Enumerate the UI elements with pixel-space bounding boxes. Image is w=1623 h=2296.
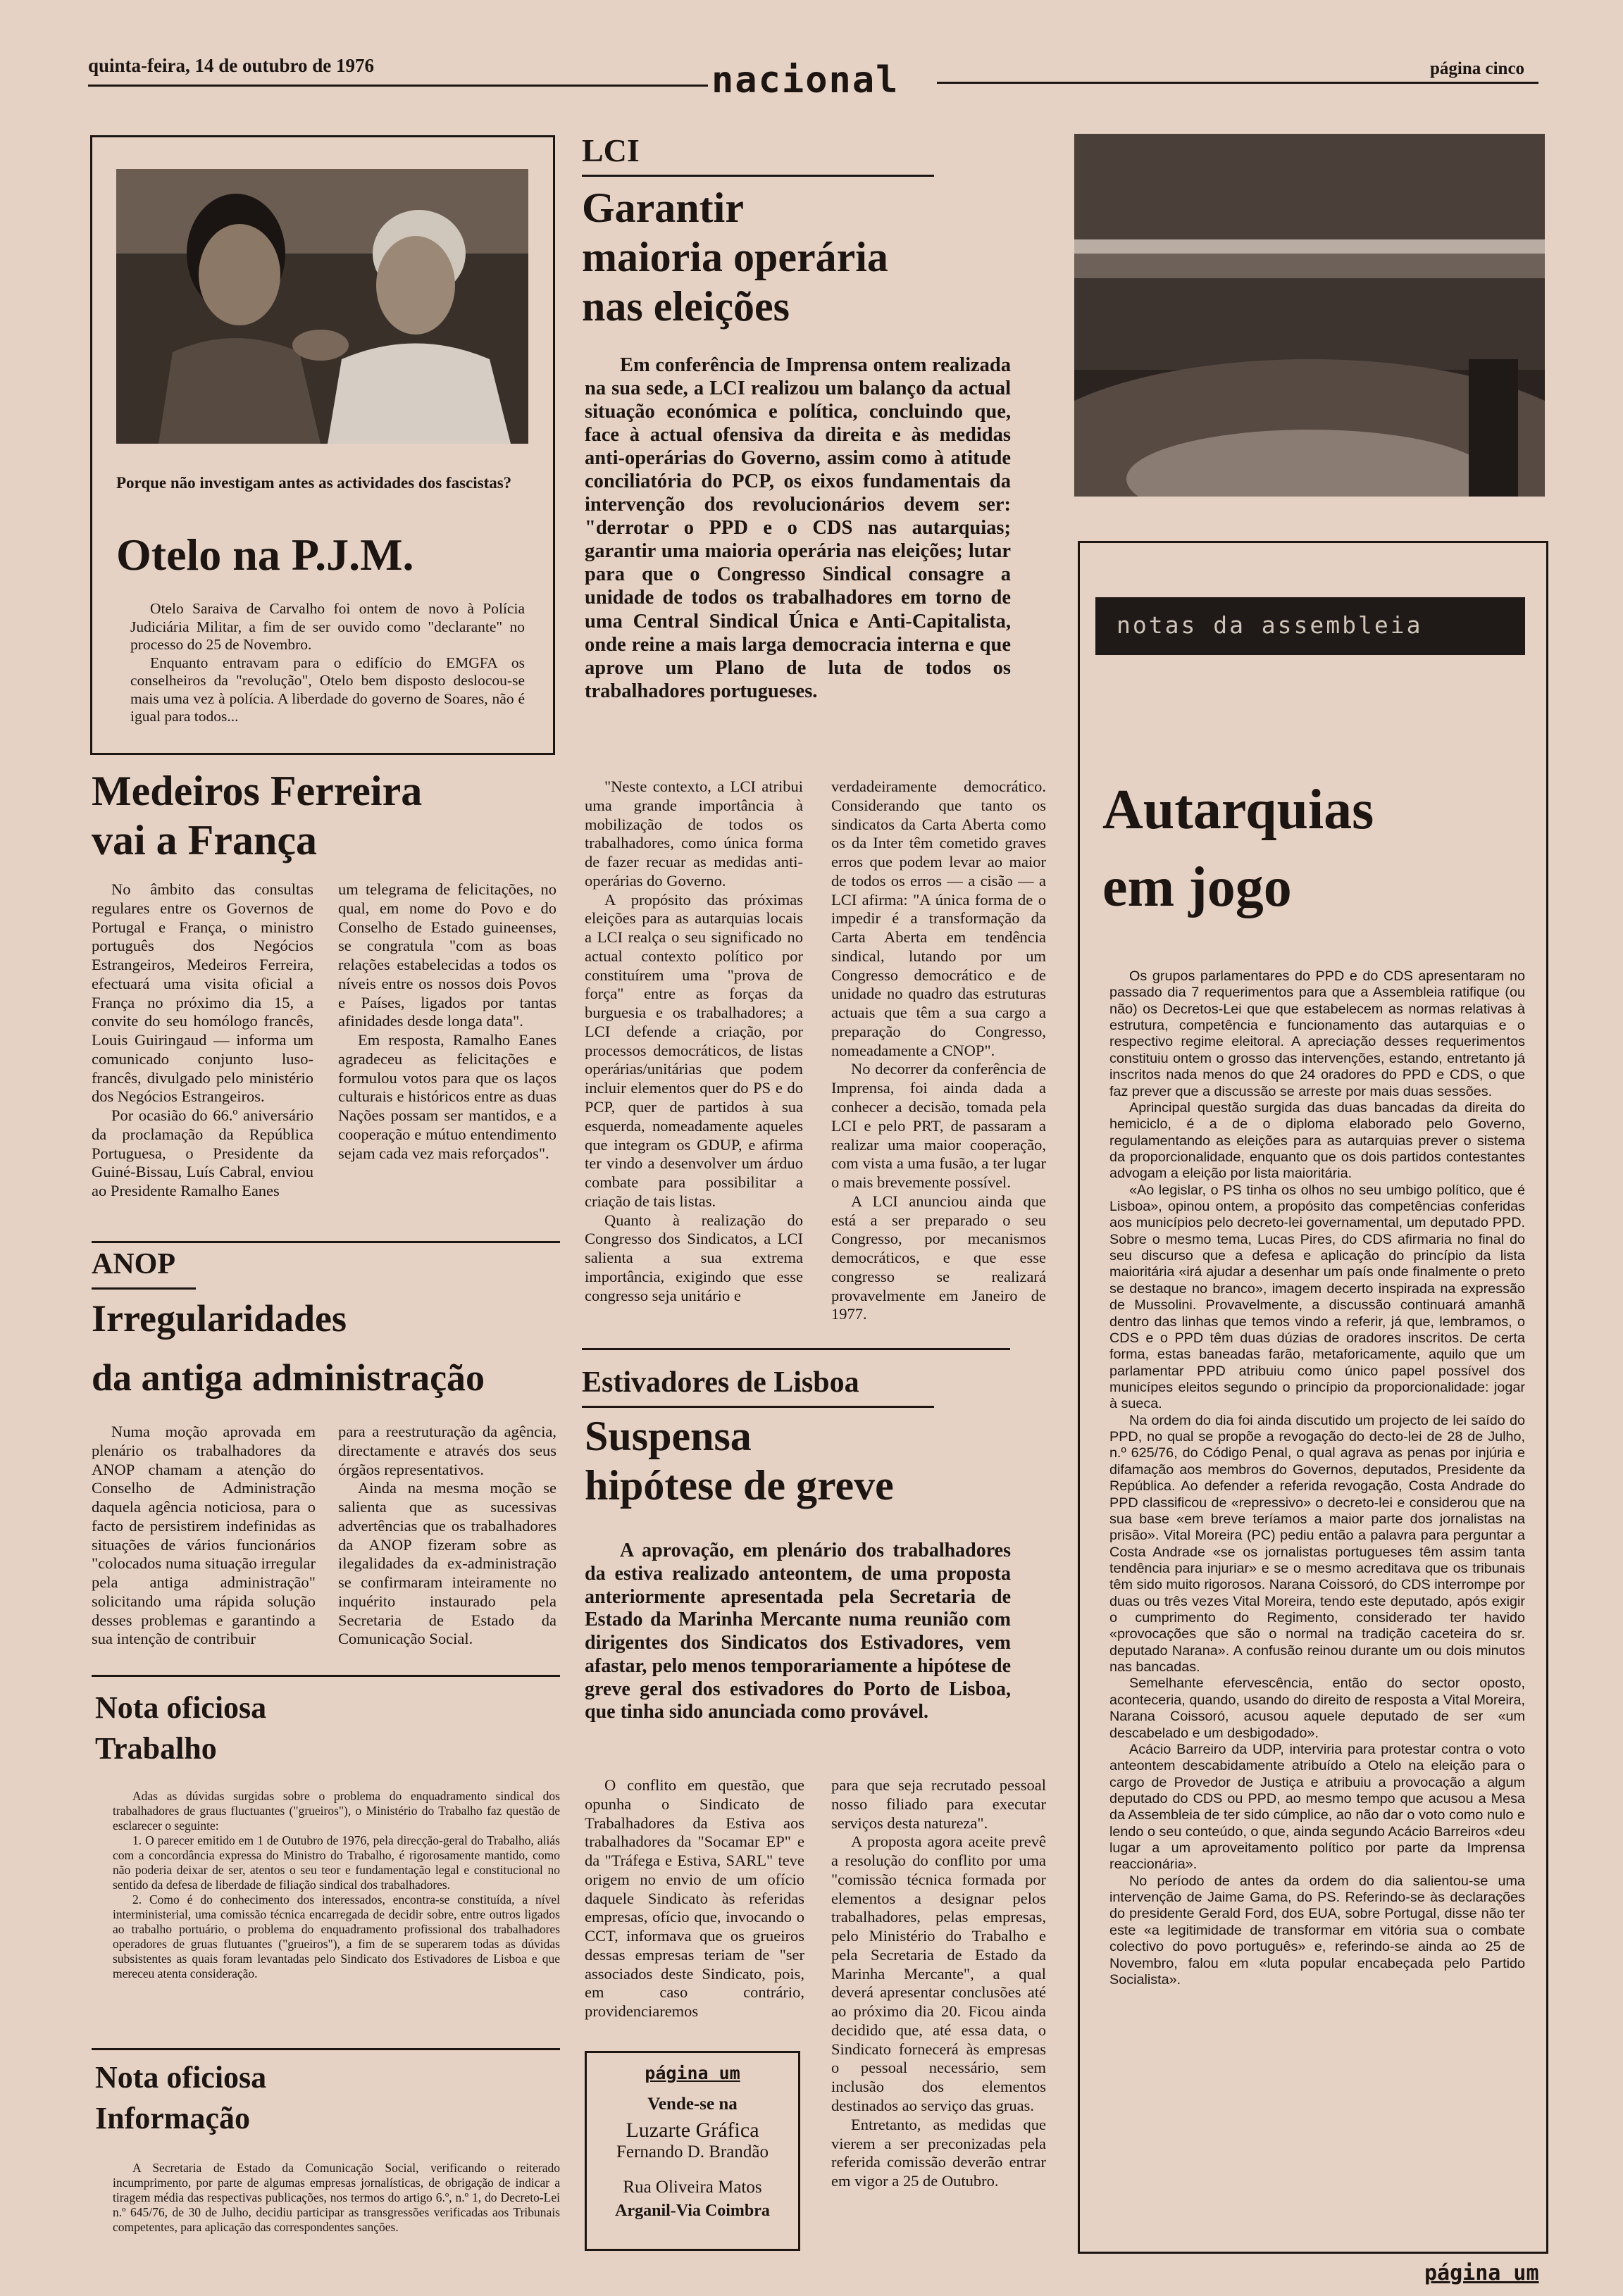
nota-trabalho-paragraph: Adas as dúvidas surgidas sobre o problema do enquadramento sindical dos trabalhadores de graus fluctuantes ("grueiros"), o Ministério do Trabalho faz questão de esclarecer o seguinte: [113,1789,560,1833]
ad-masthead: página um [645,2063,740,2083]
ad-line2: Luzarte Gráfica [626,2119,759,2142]
lci-kicker: LCI [582,132,640,168]
autarquias-title-line2: em jogo [1102,856,1292,918]
lci-lead-paragraph: Em conferência de Imprensa ontem realizada na sua sede, a LCI realizou um balanço da actual situação económica e política, concluindo que, face à actual ofensiva da direita e às medidas anti-operárias do Governo, assim como à atitude conciliatória do PCP, os eixos fundamentais da intervenção dos revolucionários devem ser: "derrotar o PPD e o CDS nas autarquias; garantir uma maioria operária nas eleições; lutar para que o Congresso Sindical consagre a unidade de todos os trabalhadores em torno de uma Central Sindical Única e Anti-Capitalista, onde reine a mais larga democracia interna e que aprove um Plano de luta de todos os trabalhadores portugueses. [585,354,1011,702]
medeiros-col1 [92,880,313,1201]
nota-trabalho-title-line1: Nota oficiosa [95,1690,267,1725]
header-page: página cinco [1430,59,1525,78]
medeiros-divider [92,1241,560,1243]
lci-col2 [831,778,1046,1324]
estivadores-col2 [831,1776,1046,2191]
autarquias-paragraph: «Ao legislar, o PS tinha os olhos no seu umbigo político, que é Lisboa», opinou ontem, a propósito das competências conferidas aos municípios pelo decreto-lei governamental, um deputado PPD. Sobre o mesmo tema, Lucas Pires, do CDS afirmaria no final do seu discurso que a defesa e aplicação do princípio da lista maioritária «irá ajudar a desenhar um país onde finalmente o preto se destaque no branco», imagem decerto inspirada na expressão de Mussolini. Provavelmente, a discussão continuará amanhã dentro das linhas que temos vindo a referir, já que, lembramos, o CDS e o PPD têm duas dúzias de oradores inscritos. De certa forma, estas baneadas farão, metaforicamente, aquilo que um parlamentar PPD atribuiu como único papel possível dos municípes eleitos segundo o princípio da proporcionalidade: jogar à sueca. [1109,1182,1525,1412]
medeiros-col2 [338,880,556,1163]
estivadores-kicker: Estivadores de Lisboa [582,1366,859,1399]
medeiros-paragraph: Em resposta, Ramalho Eanes agradeceu as felicitações e formulou votos para que os laços culturais e históricos entre as duas Nações possam ser mantidos, e a cooperação e mútuo entendimento sejam cada vez mais reforçados". [338,1031,556,1162]
anop-paragraph: Ainda na mesma moção se salienta que as sucessivas advertências que os trabalhadores da ANOP fizeram sobre as ilegalidades da ex-administração se confirmaram inteiramente no inquérito instaurado pela Secretaria de Estado da Comunicação Social. [338,1479,556,1648]
autarquias-title-line1: Autarquias [1102,779,1374,841]
anop-divider [92,1675,560,1677]
otelo-photo [116,169,528,444]
anop-kicker-underline [92,1287,196,1290]
anop-title-line1: Irregularidades [92,1297,347,1340]
autarquias-paragraph: Aprincipal questão surgida das duas bancadas da direita do hemiciclo, é a de o diploma elaborado pelo Governo, regulamentando as eleições para as autarquias prever o sistema da proporcionalidade, enquanto que os dois partidos contestantes advogam a eleição por lista maioritária. [1109,1099,1525,1182]
anop-paragraph: para a reestruturação da agência, directamente e através dos seus órgãos representativos. [338,1423,556,1478]
otelo-paragraph: Enquanto entravam para o edifício do EMGFA os conselheiros da "revolução", Otelo bem disposto deslocou-se mais uma vez à polícia. A liberdade do governo de Soares, não é igual para todos... [130,654,525,725]
otelo-body [130,600,525,726]
anop-kicker: ANOP [92,1248,175,1280]
parliament-photo-drawing [1074,134,1545,497]
header-section: nacional [711,59,900,101]
lci-paragraph: A propósito das próximas eleições para as autarquias locais a LCI realça o seu significado no actual contexto político por constituírem uma "prova de força" entre as forças da burguesia e os trabalhadores; a LCI defende a criação, por processos democráticos, de listas operárias/unitárias que podem incluir elementos quer do PS e do PCP, quer de partidos à sua esquerda, nomeadamente aqueles que integram os GDUP, e afirma ter vindo a desenvolver um árduo combate para possibilitar a criação de tais listas. [585,890,803,1210]
nota-info-title-line1: Nota oficiosa [95,2060,267,2095]
lci-kicker-underline [582,175,934,177]
lci-lead [585,354,1011,703]
estivadores-kicker-underline [582,1406,934,1408]
footer-page: página um [1424,2261,1539,2285]
lci-paragraph: A LCI anunciou ainda que está a ser preparado o seu Congresso, por mecanismos democráticos, e que esse congresso se realizará provavelmente em Janeiro de 1977. [831,1192,1046,1323]
estivadores-paragraph: Entretanto, as medidas que vierem a ser preconizadas pela referida comissão deverão entrar em vigor a 25 de Outubro. [831,2115,1046,2190]
anop-title-line2: da antiga administração [92,1356,485,1399]
otelo-title: Otelo na P.J.M. [116,530,414,580]
otelo-caption: Porque não investigam antes as actividades dos fascistas? [116,474,512,492]
estivadores-lead-paragraph: A aprovação, em plenário dos trabalhadores da estiva realizado anteontem, de uma proposta anteriormente apresentada pela Secretaria de Estado da Marinha Mercante numa reunião com dirigentes dos Sindicatos dos Estivadores, vem afastar, pelo menos temporariamente a hipótese de greve geral dos estivadores do Porto de Lisboa, que tinha sido anunciada como provável. [585,1540,1011,1723]
estivadores-lead [585,1540,1011,1724]
autarquias-paragraph: Semelhante efervescência, então do sector oposto, aconteceria, quando, usando do direito de resposta a Vital Moreira, Narana Coissoró, acusou aquele deputado de ser «um descabelado e um desbigodado». [1109,1676,1525,1741]
estivadores-paragraph: para que seja recrutado pessoal nosso filiado para executar serviços desta natureza". [831,1776,1046,1832]
anop-col2 [338,1423,556,1649]
anop-paragraph: Numa moção aprovada em plenário os trabalhadores da ANOP chamam a atenção do Conselho de Administração daquela agência noticiosa, para o facto de persistirem indefinidas as situações de vários funcionários "colocados numa situação irregular pela antiga administração" solicitando uma rápida solução desses problemas e garantindo a sua intenção de contribuir [92,1423,316,1648]
anop-col1 [92,1423,316,1649]
header-date: quinta-feira, 14 de outubro de 1976 [88,55,375,76]
ad-box [585,2051,800,2251]
medeiros-paragraph: Por ocasião do 66.º aniversário da proclamação da República Portuguesa, o Presidente da Guiné-Bissau, Luís Cabral, enviou ao Presidente Ramalho Eanes [92,1106,313,1200]
ad-line1: Vende-se na [647,2095,738,2114]
nota-trabalho-paragraph: 2. Como é do conhecimento dos interessados, encontra-se constituída, a nível interministerial, uma comissão técnica encarregada de decidir sobre, entre outros ligados ao trabalho portuário, o problema do enquadramento profissional dos trabalhadores operadores de gruas flutuantes ("grueiros"), a fim de se superarem todas as dúvidas subsistentes as quais foram levantadas pelo Sindicato dos Estivadores de Lisboa e que mereceu atenta consideração. [113,1892,560,1980]
notas-banner-label: notas da assembleia [1117,611,1423,639]
lci-title-line1: Garantir [582,185,744,231]
autarquias-paragraph: Acácio Barreiro da UDP, interviria para protestar contra o voto anteontem descabidamente atribuído a Otelo na eleição para o cargo de Provedor de Justiça e atribuiu a provocação a algum deputado do CDS ou PPD, ao mesmo tempo que acusou a Mesa da Assembleia de ter sido cúmplice, ao não dar o voto como nulo e lendo o seu conteúdo, o que, ainda segundo Acácio Barreiros «deu lugar a um aproveitamento político por parte da Imprensa reaccionária». [1109,1741,1525,1873]
parliament-photo [1074,134,1545,497]
estivadores-paragraph: A proposta agora aceite prevê a resolução do conflito por uma "comissão técnica formada por elementos a designar pelos trabalhadores, pelas empresas, pelo Ministério do Trabalho e pela Secretaria de Estado da Marinha Mercante", a qual deverá apresentar conclusões até ao próximo dia 20. Ficou ainda decidido que, até essa data, o Sindicato fornecerá às empresas o pessoal necessário, sem inclusão dos elementos destinados ao serviço das gruas. [831,1833,1046,2115]
nota-trabalho-body [113,1789,560,1981]
nota-info-body [113,2161,560,2235]
autarquias-paragraph: Os grupos parlamentares do PPD e do CDS apresentaram no passado dia 7 requerimentos para que a Assembleia ratifique (ou não) os Decretos-Lei que que estabelecem as normas relativas à estrutura, competência e funcionamento das autarquias e o respectivo regime eleitoral. A apreciação desses requerimentos constituiu ontem o grosso das intervenções, estando, entretanto já inscritos nada menos do que 24 oradores do PPD e CDS, o que faz prever que a discussão se arreste por mais duas sessões. [1109,968,1525,1099]
lci-paragraph: No decorrer da conferência de Imprensa, foi ainda dada a conhecer a decisão, tomada pela LCI e pelo PRT, de passaram a realizar uma maior cooperação, com vista a uma fusão, a ter lugar o mais brevemente possível. [831,1060,1046,1192]
autarquias-paragraph: No período de antes da ordem do dia salientou-se uma intervenção de Jaime Gama, do PS. Referindo-se às declarações do presidente Gerald Ford, dos EUA, sobre Portugal, disse não ter este «a legitimidade de transformar em vitória sua o combate colectivo do povo português» e, referindo-se ainda ao 25 de Novembro, falou em «luta popular encabeçada pelo Partido Socialista». [1109,1873,1525,1988]
otelo-paragraph: Otelo Saraiva de Carvalho foi ontem de novo à Polícia Judiciária Militar, a fim de ser ouvido como "declarante" no processo do 25 de Novembro. [130,600,525,654]
otelo-photo-drawing [116,169,528,444]
nota-info-paragraph: A Secretaria de Estado da Comunicação Social, verificando o reiterado incumprimento, por parte de algumas empresas jornalísticas, de obrigação de indicar a tiragem média das respectivas publicações, nos termos do artigo 6.º, n.º 1, do Decreto-Lei n.º 645/76, de 30 de Julho, decidiu participar as transgressões verificadas aos Tribunais competentes, para aplicação das correspondentes sanções. [113,2161,560,2234]
header-rule-right [937,82,1538,84]
estivadores-title-line2: hipótese de greve [585,1462,894,1509]
autarquias-body [1109,968,1525,1988]
notas-banner [1095,597,1525,655]
nota-trabalho-paragraph: 1. O parecer emitido em 1 de Outubro de 1976, pela direcção-geral do Trabalho, aliás com a concordância expressa do Ministro do Trabalho, é rigorosamente mantido, como não poderia deixar de ser, atentos o seu teor e fundamentação legal e constitucional no sentido da defesa de liberdade de filiação sindical dos trabalhadores. [113,1833,560,1892]
lci-divider [582,1348,1010,1350]
estivadores-col1 [585,1776,804,2021]
lci-col1 [585,778,803,1305]
medeiros-title-line2: vai a França [92,817,317,863]
medeiros-title-line1: Medeiros Ferreira [92,768,423,814]
ad-line5: Arganil-Via Coimbra [615,2202,770,2220]
nota-info-title-line2: Informação [95,2101,250,2135]
lci-paragraph: "Neste contexto, a LCI atribui uma grande importância à mobilização de todos os trabalhadores, como única forma de fazer recuar as medidas anti-operárias do Governo. [585,778,803,890]
estivadores-title-line1: Suspensa [585,1413,752,1459]
lci-title-line3: nas eleições [582,283,790,330]
estivadores-paragraph: O conflito em questão, que opunha o Sindicato de Trabalhadores da Estiva aos trabalhadores da "Socamar EP" e da "Tráfega e Estiva, SARL" teve origem no envio de um ofício daquele Sindicato às referidas empresas, ofício que, invocando o CCT, informava que os grueiros dessas empresas teriam de "ser associados deste Sindicato, pois, em caso contrário, providenciaremos [585,1776,804,2021]
lci-paragraph: verdadeiramente democrático. Considerando que tanto os sindicatos da Carta Aberta como os da Inter têm cometido graves erros que podem levar ao maior de todos os erros — a cisão — a LCI afirma: "A única forma de o impedir é a transformação da Carta Aberta em tendência sindical, lutando por um Congresso democrático e de unidade no quadro das estruturas actuais que têm a sua cargo a preparação do Congresso, nomeadamente a CNOP". [831,778,1046,1059]
lci-paragraph: Quanto à realização do Congresso dos Sindicatos, a LCI salienta a sua extrema importância, exigindo que esse congresso seja unitário e [585,1211,803,1304]
lci-title-line2: maioria operária [582,234,888,280]
medeiros-paragraph: No âmbito das consultas regulares entre os Governos de Portugal e França, o ministro português dos Negócios Estrangeiros, Medeiros Ferreira, efectuará uma visita oficial a França no próximo dia 15, a convite do seu homólogo francês, Louis Guiringaud — informa um comunicado conjunto luso-francês, divulgado pelo ministério dos Negócios Estrangeiros. [92,880,313,1106]
autarquias-paragraph: Na ordem do dia foi ainda discutido um projecto de lei saído do PPD, no qual se propõe a revogação do decto-lei de 28 de Julho, n.º 625/76, do Código Penal, o qual agrava as penas por injúria e difamação aos membros do Governos, deputados, Presidente da República. Ao defender a referida revogação, Costa Andrade do PPD classificou de «repressivo» o decreto-lei e considerou que na sua base «em breve teríamos a maior parte dos jornalistas na prisão». Vital Moreira (PC) pediu então a palavra para perguntar a Costa Andrade «se os jornalistas portugueses têm assim tanta tendência para injuriar» e se o mesmo acreditava que os tribunais têm sido muito rigorosos. Narana Coissoró, do CDS interrompe por duas ou três vezes Vital Moreira, tendo este deputado, após exigir o cumprimento do Regimento, considerado ter havido «provocações que são o normal na tradição caceteira do sr. deputado Narana». A confusão reinou durante um ou dois minutos nas bancadas. [1109,1412,1525,1676]
nota-trabalho-divider [92,2048,560,2050]
medeiros-paragraph: um telegrama de felicitações, no qual, em nome do Povo e do Conselho de Estado guineenses, se congratula "com as boas relações estabelecidas a todos os níveis entre os nossos dois Povos e Países, ligados por tantas afinidades desde longa data". [338,880,556,1030]
header-rule-left [88,85,708,87]
ad-line3: Fernando D. Brandão [616,2142,769,2161]
ad-line4: Rua Oliveira Matos [623,2178,762,2197]
nota-trabalho-title-line2: Trabalho [95,1731,217,1766]
